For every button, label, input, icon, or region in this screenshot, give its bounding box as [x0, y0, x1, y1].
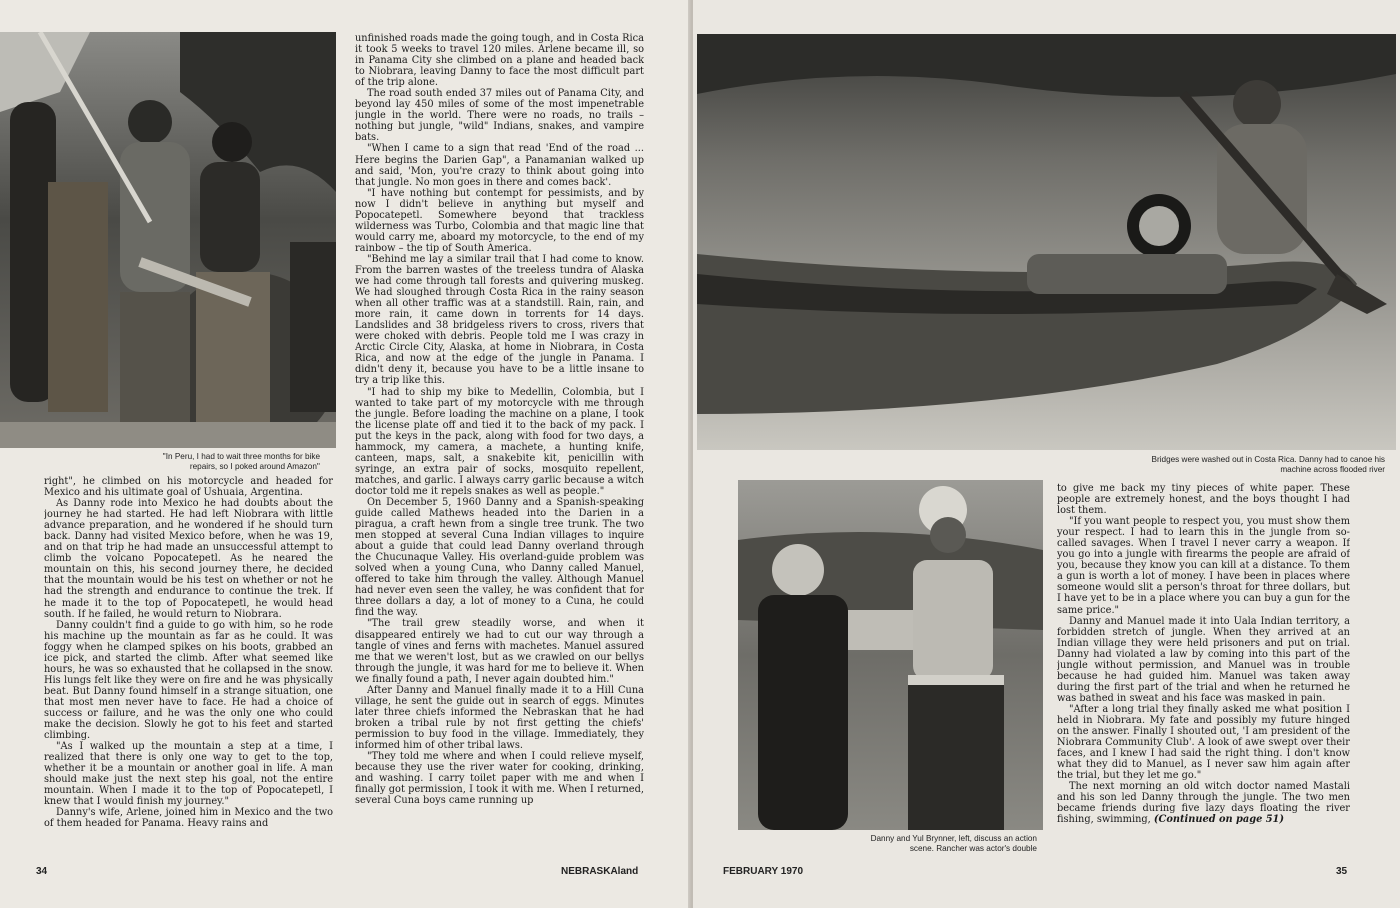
- left-column-2: [355, 33, 644, 861]
- amazon-tribe-photo: [0, 32, 336, 448]
- paragraph: "Behind me lay a similar trail that I had come to know. From the barren wastes of the treeless tundra of Alaska we had come through tall forests and quivering muskeg. We had sloughed through Costa Rica in the rainy season when all other traffic was at a standstill. Rain, rain, and more rain, it came down in torrents for 14 days. Landslides and 38 bridgeless rivers to cross, rivers that were choked with debris. People told me I was crazy in Arctic Circle City, Alaska, at home in Niobrara, in Costa Rica, and now at the edge of the jungle in Panama. I didn't deny it, because you have to be a little insane to try a trip like this.: [355, 253, 644, 387]
- right-page: [693, 0, 1400, 908]
- left-page: [0, 0, 690, 908]
- photo-caption-brynner: Danny and Yul Brynner, left, discuss an action scene. Rancher was actor's double: [870, 834, 1037, 853]
- page-number-right: 35: [1336, 866, 1348, 877]
- continued-note: (Continued on page 51): [1153, 814, 1285, 826]
- paragraph: unfinished roads made the going tough, and in Costa Rica it took 5 weeks to travel 120 miles. Arlene became ill, so in Panama City she climbed on a plane and headed back to Niobrara, leaving Danny to face the most difficult part of the trip alone.: [355, 33, 644, 89]
- paragraph: "I have nothing but contempt for pessimists, and by now I didn't believe in anything but myself and Popocatepetl. Somewhere beyond that trackless wilderness was Turbo, Colombia and that magic line that would carry me, aboard my motorcycle, to the end of my rainbow – the tip of South America.: [355, 187, 644, 254]
- paragraph: Danny couldn't find a guide to go with him, so he rode his machine up the mountain as far as he could. It was foggy when he clamped spikes on his boots, grabbed an ice pick, and started the climb. After what seemed like hours, he was so exhausted that he collapsed in the snow. His lungs felt like they were on fire and he was physically beat. But Danny found himself in a strange situation, one that most men never have to face. He had a choice of success or failure, and he was the only one who could make the decision. Slowly he got to his feet and started climbing.: [44, 619, 333, 742]
- paragraph: "I had to ship my bike to Medellin, Colombia, but I wanted to take part of my motorcycle with me through the jungle. Before loading the machine on a plane, I took the license plate off and tied it to the back of my pack. I put the keys in the pack, along with food for two days, a hammock, my camera, a machete, a hunting knife, canteen, maps, salt, a snakebite kit, penicillin with syringe, an extra pair of socks, mosquito repellent, matches, and garlic. I always carry garlic because a witch doctor told me it repels snakes as well as people.": [355, 386, 644, 497]
- paragraph: right", he climbed on his motorcycle and headed for Mexico and his ultimate goal of Ushuaia, Argentina.: [44, 476, 333, 499]
- paragraph: Danny's wife, Arlene, joined him in Mexico and the two of them headed for Panama. Heavy rains and: [44, 807, 333, 830]
- paragraph: "As I walked up the mountain a step at a time, I realized that there is only one way to get to the top, whether it be a mountain or another goal in life. A man should make just the next step his goal, not the entire mountain. When I made it to the top of Popocatepetl, I knew that I would finish my journey.": [44, 741, 333, 808]
- paragraph: "They told me where and when I could relieve myself, because they use the river water for cooking, drinking, and washing. I carry toilet paper with me and when I finally got permission, I took it with me. When I returned, several Cuna boys came running up: [355, 751, 644, 807]
- canoe-motorcycle-photo: [697, 34, 1396, 450]
- yul-brynner-photo: [738, 480, 1043, 830]
- paragraph: "If you want people to respect you, you must show them your respect. I had to learn this in the jungle from so-called savages. When I travel I never carry a weapon. If you go into a jungle with firearms the people are afraid of you, because they know you can kill at a distance. To them a gun is worth a lot of money. I have been in places where someone would slit a person's throat for three dollars, but I have yet to be in a place where you can buy a gun for the same price.": [1057, 516, 1350, 616]
- right-column: [1057, 483, 1350, 863]
- paragraph: "When I came to a sign that read 'End of the road ... Here begins the Darien Gap", a Panamanian walked up and said, 'Mon, you're crazy to think about going into that jungle. No mon goes in there and comes back'.: [355, 143, 644, 188]
- page-number-left: 34: [36, 866, 48, 877]
- paragraph: "The trail grew steadily worse, and when it disappeared entirely we had to cut our way through a tangle of vines and ferns with machetes. Manuel assured me that we weren't lost, but as we crawled on our bellys through the jungle, it was hard for me to believe it. When we finally found a path, I never again doubted him.": [355, 618, 644, 685]
- paragraph: On December 5, 1960 Danny and a Spanish-speaking guide called Mathews headed into the Darien in a piragua, a craft hewn from a single tree trunk. The two men stopped at several Cuna Indian villages to inquire about a guide that could lead Danny overland through the Chucunaque Valley. His overland-guide problem was solved when a young Cuna, who Danny called Manuel, offered to take him through the valley. Although Manuel had never even seen the valley, he was confident that for three dollars a day, a lot of money to a Cuna, he could find the way.: [355, 496, 644, 619]
- issue-date: FEBRUARY 1970: [723, 866, 804, 877]
- paragraph: As Danny rode into Mexico he had doubts about the journey he had started. He had left Niobrara with little advance preparation, and he wondered if he should turn back. Danny had visited Mexico before, when he was 19, and on that trip he had made an unsuccessful attempt to climb the volcano Popocatepetl. As he neared the mountain on this, his second journey there, he decided that the mountain would be his test on whether or not he had the strength and endurance to continue the trek. If he made it to the top of Popocatepetl, he would head south. If he failed, he would return to Niobrara.: [44, 498, 333, 620]
- magazine-name: NEBRASKAland: [561, 866, 639, 877]
- photo-caption-peru: ''In Peru, I had to wait three months for bike repairs, so I poked around Amazon'': [162, 452, 320, 471]
- paragraph: The road south ended 37 miles out of Panama City, and beyond lay 450 miles of some of the most impenetrable jungle in the world. There were no roads, no trails – nothing but jungle, "wild" Indians, snakes, and vampire bats.: [355, 88, 644, 144]
- paragraph-text: The next morning an old witch doctor named Mastali and his son led Danny through the jungle. The two men became friends during five lazy days floating the river fishing, swimming,: [1057, 781, 1350, 826]
- paragraph: to give me back my tiny pieces of white paper. These people are extremely honest, and the boys thought I had lost them.: [1057, 483, 1350, 517]
- paragraph: "After a long trial they finally asked me what position I held in Niobrara. My fate and possibly my future hinged on the answer. Finally I shouted out, 'I am president of the Niobrara Community Club'. A look of awe swept over their faces, and I knew I had said the right thing. I don't know what they did to Manuel, as I never saw him again after the trial, but they let me go.": [1057, 703, 1350, 782]
- paragraph: [1057, 781, 1350, 825]
- left-column-1: [44, 476, 333, 861]
- paragraph: Danny and Manuel made it into Uala Indian territory, a forbidden stretch of jungle. When they arrived at an Indian village they were held prisoners and put on trial. Danny had violated a law by coming into this part of the jungle without permission, and Manuel was in trouble because he had guided him. Manuel was taken away during the first part of the trial and when he returned he was bathed in sweat and his face was masked in pain.: [1057, 615, 1350, 704]
- photo-caption-canoe: Bridges were washed out in Costa Rica. Danny had to canoe his machine across flooded river: [1151, 455, 1385, 474]
- paragraph: After Danny and Manuel finally made it to a Hill Cuna village, he sent the guide out in search of eggs. Minutes later three chiefs informed the Nebraskan that he had broken a tribal rule by not first getting the chiefs' permission to buy food in the village. Immediately, they informed him of other tribal laws.: [355, 684, 644, 751]
